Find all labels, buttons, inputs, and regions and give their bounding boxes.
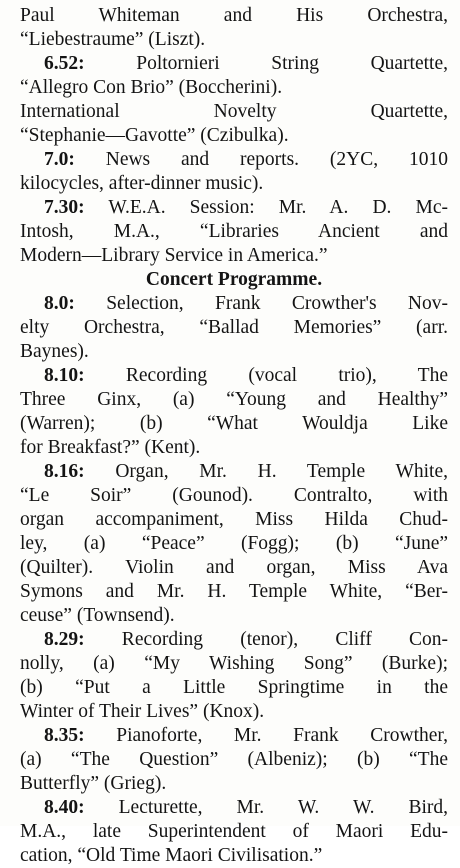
line-text: Intosh, M.A., “Libraries Ancient and: [20, 221, 448, 242]
programme-time: 7.0:: [44, 149, 75, 170]
text-line: [20, 316, 448, 340]
programme-time: 6.52:: [44, 53, 85, 74]
text-line: [20, 244, 448, 268]
text-line: [20, 76, 448, 100]
text-line: [20, 772, 448, 796]
text-line: [20, 364, 448, 388]
line-text: (a) “The Question” (Albeniz); (b) “The: [20, 749, 448, 770]
line-text: Symons and Mr. H. Temple White, “Ber-: [20, 581, 448, 602]
text-line: [20, 28, 448, 52]
line-text: elty Orchestra, “Ballad Memories” (arr.: [20, 317, 448, 338]
line-text: “Liebestraume” (Liszt).: [20, 29, 206, 50]
text-line: [20, 676, 448, 700]
line-text: ceuse” (Townsend).: [20, 605, 175, 626]
text-line: [20, 820, 448, 844]
line-text: “Le Soir” (Gounod). Contralto, with: [20, 485, 448, 506]
text-line: [20, 292, 448, 316]
programme-time: 8.0:: [44, 293, 75, 314]
text-line: [20, 628, 448, 652]
line-text: Recording (vocal trio), The: [84, 365, 448, 386]
line-text: ley, (a) “Peace” (Fogg); (b) “June”: [20, 533, 448, 554]
line-text: (Quilter). Violin and organ, Miss Ava: [20, 557, 448, 578]
programme-time: 8.35:: [44, 725, 85, 746]
text-line: [20, 604, 448, 628]
text-line: [20, 100, 448, 124]
text-line: [20, 700, 448, 724]
line-text: Lecturette, Mr. W. W. Bird,: [84, 797, 448, 818]
text-line: [20, 124, 448, 148]
text-line: [20, 508, 448, 532]
line-text: Modern—Library Service in America.”: [20, 245, 328, 266]
line-text: International Novelty Quartette,: [20, 101, 448, 122]
text-line: [20, 4, 448, 28]
text-line: [20, 796, 448, 820]
text-line: [20, 52, 448, 76]
text-line: [20, 556, 448, 580]
programme-time: 8.10:: [44, 365, 85, 386]
text-line: [20, 148, 448, 172]
line-text: News and reports. (2YC, 1010: [74, 149, 448, 170]
text-line: [20, 460, 448, 484]
line-text: M.A., late Superintendent of Maori Edu-: [20, 821, 448, 842]
line-text: “Allegro Con Brio” (Boccherini).: [20, 77, 283, 98]
line-text: “Stephanie—Gavotte” (Czibulka).: [20, 125, 289, 146]
line-text: for Breakfast?” (Kent).: [20, 437, 201, 458]
line-text: organ accompaniment, Miss Hilda Chud-: [20, 509, 448, 530]
line-text: Winter of Their Lives” (Knox).: [20, 701, 265, 722]
line-text: Baynes).: [20, 341, 89, 362]
programme-time: 8.29:: [44, 629, 85, 650]
line-text: (b) “Put a Little Springtime in the: [20, 677, 448, 698]
text-line: [20, 748, 448, 772]
text-line: [20, 580, 448, 604]
line-text: kilocycles, after-dinner music).: [20, 173, 264, 194]
line-text: Recording (tenor), Cliff Con-: [84, 629, 448, 650]
text-line: [20, 724, 448, 748]
line-text: Paul Whiteman and His Orchestra,: [20, 5, 448, 26]
line-text: Butterfly” (Grieg).: [20, 773, 167, 794]
text-line: [20, 388, 448, 412]
text-line: [20, 436, 448, 460]
line-text: W.E.A. Session: Mr. A. D. Mc-: [84, 197, 448, 218]
programme-time: 7.30:: [44, 197, 85, 218]
line-text: Three Ginx, (a) “Young and Healthy”: [20, 389, 448, 410]
text-line: [20, 172, 448, 196]
programme-time: 8.40:: [44, 797, 85, 818]
text-line: [20, 652, 448, 676]
line-text: Organ, Mr. H. Temple White,: [84, 461, 448, 482]
text-line: [20, 484, 448, 508]
line-text: Selection, Frank Crowther's Nov-: [74, 293, 448, 314]
programme-time: 8.16:: [44, 461, 85, 482]
text-line: [20, 220, 448, 244]
line-text: Pianoforte, Mr. Frank Crowther,: [84, 725, 448, 746]
line-text: (Warren); (b) “What Wouldja Like: [20, 413, 448, 434]
text-line: [20, 196, 448, 220]
line-text: nolly, (a) “My Wishing Song” (Burke);: [20, 653, 448, 674]
text-line: [20, 412, 448, 436]
text-line: [20, 844, 448, 868]
text-line: [20, 532, 448, 556]
section-heading: Concert Programme.: [145, 269, 323, 290]
line-text: Poltornieri String Quartette,: [84, 53, 448, 74]
line-text: cation, “Old Time Maori Civilisation.”: [20, 845, 323, 866]
text-line: [20, 340, 448, 364]
